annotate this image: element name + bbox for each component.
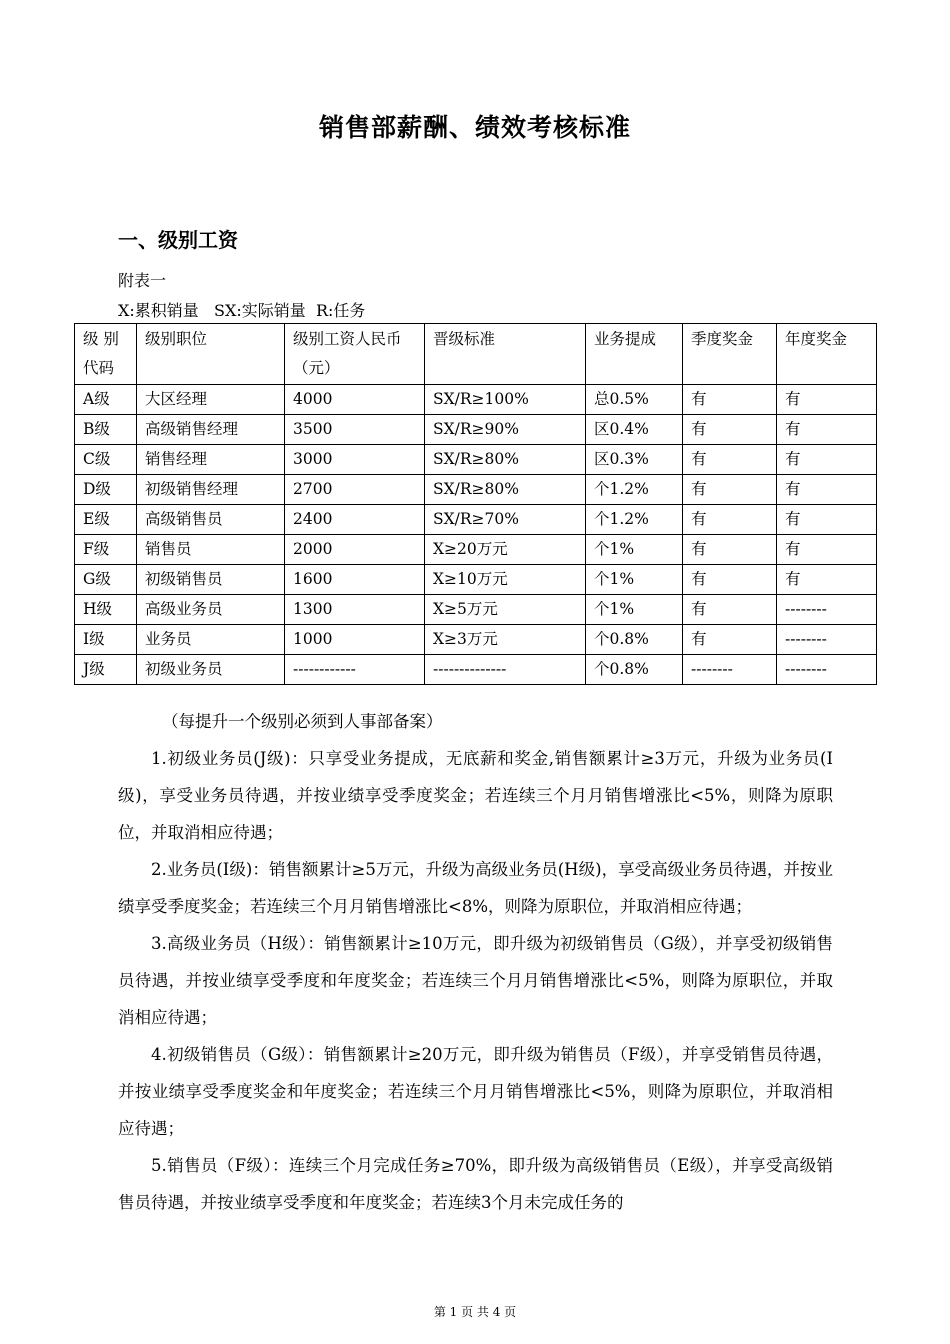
- table-cell: SX/R≥80%: [425, 445, 586, 475]
- table-cell: 个1.2%: [586, 475, 683, 505]
- table-cell: D级: [75, 475, 137, 505]
- table-cell: 有: [777, 475, 877, 505]
- table-cell: X≥5万元: [425, 595, 586, 625]
- table-cell: 个0.8%: [586, 625, 683, 655]
- table-cell: 区0.3%: [586, 445, 683, 475]
- table-cell: 有: [777, 505, 877, 535]
- table-cell: 高级销售经理: [137, 415, 285, 445]
- table-cell: 有: [683, 475, 777, 505]
- table-cell: 个1%: [586, 565, 683, 595]
- table-cell: 有: [777, 565, 877, 595]
- table-cell: 有: [683, 385, 777, 415]
- table-header-cell: 业务提成: [586, 324, 683, 385]
- salary-grade-table: [74, 323, 877, 685]
- table-cell: 2000: [285, 535, 425, 565]
- table-cell: H级: [75, 595, 137, 625]
- table-cell: 个1.2%: [586, 505, 683, 535]
- table-header-cell: 级别工资人民币（元）: [285, 324, 425, 385]
- table-cell: 2700: [285, 475, 425, 505]
- rule-paragraph: 4.初级销售员（G级）：销售额累计≥20万元，即升级为销售员（F级），并享受销售员待遇，并按业绩享受季度奖金和年度奖金；若连续三个月月销售增涨比<5%，则降为原职位，并取消相应待遇；: [118, 1045, 833, 1138]
- table-row: [75, 385, 877, 415]
- table-cell: X≥10万元: [425, 565, 586, 595]
- table-cell: 初级业务员: [137, 655, 285, 685]
- table-cell: SX/R≥100%: [425, 385, 586, 415]
- table-cell: E级: [75, 505, 137, 535]
- table-cell: 2400: [285, 505, 425, 535]
- table-cell: I级: [75, 625, 137, 655]
- table-cell: G级: [75, 565, 137, 595]
- rule-paragraph: 1.初级业务员(J级)：只享受业务提成，无底薪和奖金,销售额累计≥3万元，升级为业务员(I级)，享受业务员待遇，并按业绩享受季度奖金；若连续三个月月销售增涨比<5%，则降为原职位，并取消相应待遇；: [118, 749, 833, 842]
- table-row: [75, 415, 877, 445]
- table-cell: 总0.5%: [586, 385, 683, 415]
- table-header-row: [75, 324, 877, 385]
- table-cell: 业务员: [137, 625, 285, 655]
- table-cell: 有: [777, 445, 877, 475]
- table-cell: A级: [75, 385, 137, 415]
- rule-paragraph: 2.业务员(I级)：销售额累计≥5万元，升级为高级业务员(H级)，享受高级业务员待遇，并按业绩享受季度奖金；若连续三个月月销售增涨比<8%，则降为原职位，并取消相应待遇；: [118, 860, 833, 916]
- rule-paragraph: 5.销售员（F级）：连续三个月完成任务≥70%，即升级为高级销售员（E级），并享受高级销售员待遇，并按业绩享受季度和年度奖金；若连续3个月未完成任务的: [118, 1156, 833, 1212]
- promotion-note: （每提升一个级别必须到人事部备案）: [162, 712, 443, 731]
- table-cell: 个1%: [586, 595, 683, 625]
- table-cell: --------: [777, 625, 877, 655]
- table-header-cell: 级别职位: [137, 324, 285, 385]
- table-row: [75, 505, 877, 535]
- table-legend: X:累积销量 SX:实际销量 R:任务: [118, 301, 366, 320]
- table-row: [75, 595, 877, 625]
- table-row: [75, 475, 877, 505]
- page-footer: 第 1 页 共 4 页: [433, 1305, 517, 1319]
- table-cell: 有: [683, 565, 777, 595]
- document-title: 销售部薪酬、绩效考核标准: [318, 113, 631, 142]
- table-cell: C级: [75, 445, 137, 475]
- table-cell: 有: [683, 505, 777, 535]
- table-cell: X≥20万元: [425, 535, 586, 565]
- table-cell: J级: [75, 655, 137, 685]
- table-cell: 区0.4%: [586, 415, 683, 445]
- table-cell: 有: [683, 445, 777, 475]
- table-cell: 初级销售员: [137, 565, 285, 595]
- table-cell: 有: [683, 595, 777, 625]
- table-row: [75, 445, 877, 475]
- table-cell: 有: [777, 535, 877, 565]
- table-cell: 高级业务员: [137, 595, 285, 625]
- table-header-cell: 季度奖金: [683, 324, 777, 385]
- table-cell: --------------: [425, 655, 586, 685]
- table-cell: 销售经理: [137, 445, 285, 475]
- table-row: [75, 565, 877, 595]
- table-cell: --------: [777, 655, 877, 685]
- promotion-rules: [118, 740, 833, 1221]
- section-heading: 一、级别工资: [118, 228, 238, 252]
- table-cell: 销售员: [137, 535, 285, 565]
- table-cell: SX/R≥90%: [425, 415, 586, 445]
- table-cell: 1600: [285, 565, 425, 595]
- table-cell: 有: [683, 535, 777, 565]
- table-cell: 有: [777, 415, 877, 445]
- table-cell: 高级销售员: [137, 505, 285, 535]
- table-cell: B级: [75, 415, 137, 445]
- table-cell: F级: [75, 535, 137, 565]
- table-header-cell: 级 别 代码: [75, 324, 137, 385]
- table-row: [75, 535, 877, 565]
- table-cell: --------: [777, 595, 877, 625]
- table-cell: SX/R≥80%: [425, 475, 586, 505]
- rule-paragraph: 3.高级业务员（H级）：销售额累计≥10万元，即升级为初级销售员（G级），并享受初级销售员待遇，并按业绩享受季度和年度奖金；若连续三个月月销售增涨比<5%，则降为原职位，并取消相应待遇；: [118, 934, 833, 1027]
- table-cell: 4000: [285, 385, 425, 415]
- table-cell: SX/R≥70%: [425, 505, 586, 535]
- table-cell: 1000: [285, 625, 425, 655]
- table-cell: 3500: [285, 415, 425, 445]
- table-cell: --------: [683, 655, 777, 685]
- table-cell: 个1%: [586, 535, 683, 565]
- table-cell: 有: [683, 415, 777, 445]
- table-header-cell: 年度奖金: [777, 324, 877, 385]
- table-cell: 有: [683, 625, 777, 655]
- table-cell: ------------: [285, 655, 425, 685]
- table-caption: 附表一: [118, 271, 167, 290]
- table-row: [75, 655, 877, 685]
- table-cell: X≥3万元: [425, 625, 586, 655]
- table-cell: 3000: [285, 445, 425, 475]
- table-cell: 初级销售经理: [137, 475, 285, 505]
- table-header-cell: 晋级标准: [425, 324, 586, 385]
- table-cell: 个0.8%: [586, 655, 683, 685]
- table-cell: 1300: [285, 595, 425, 625]
- table-cell: 有: [777, 385, 877, 415]
- table-cell: 大区经理: [137, 385, 285, 415]
- table-row: [75, 625, 877, 655]
